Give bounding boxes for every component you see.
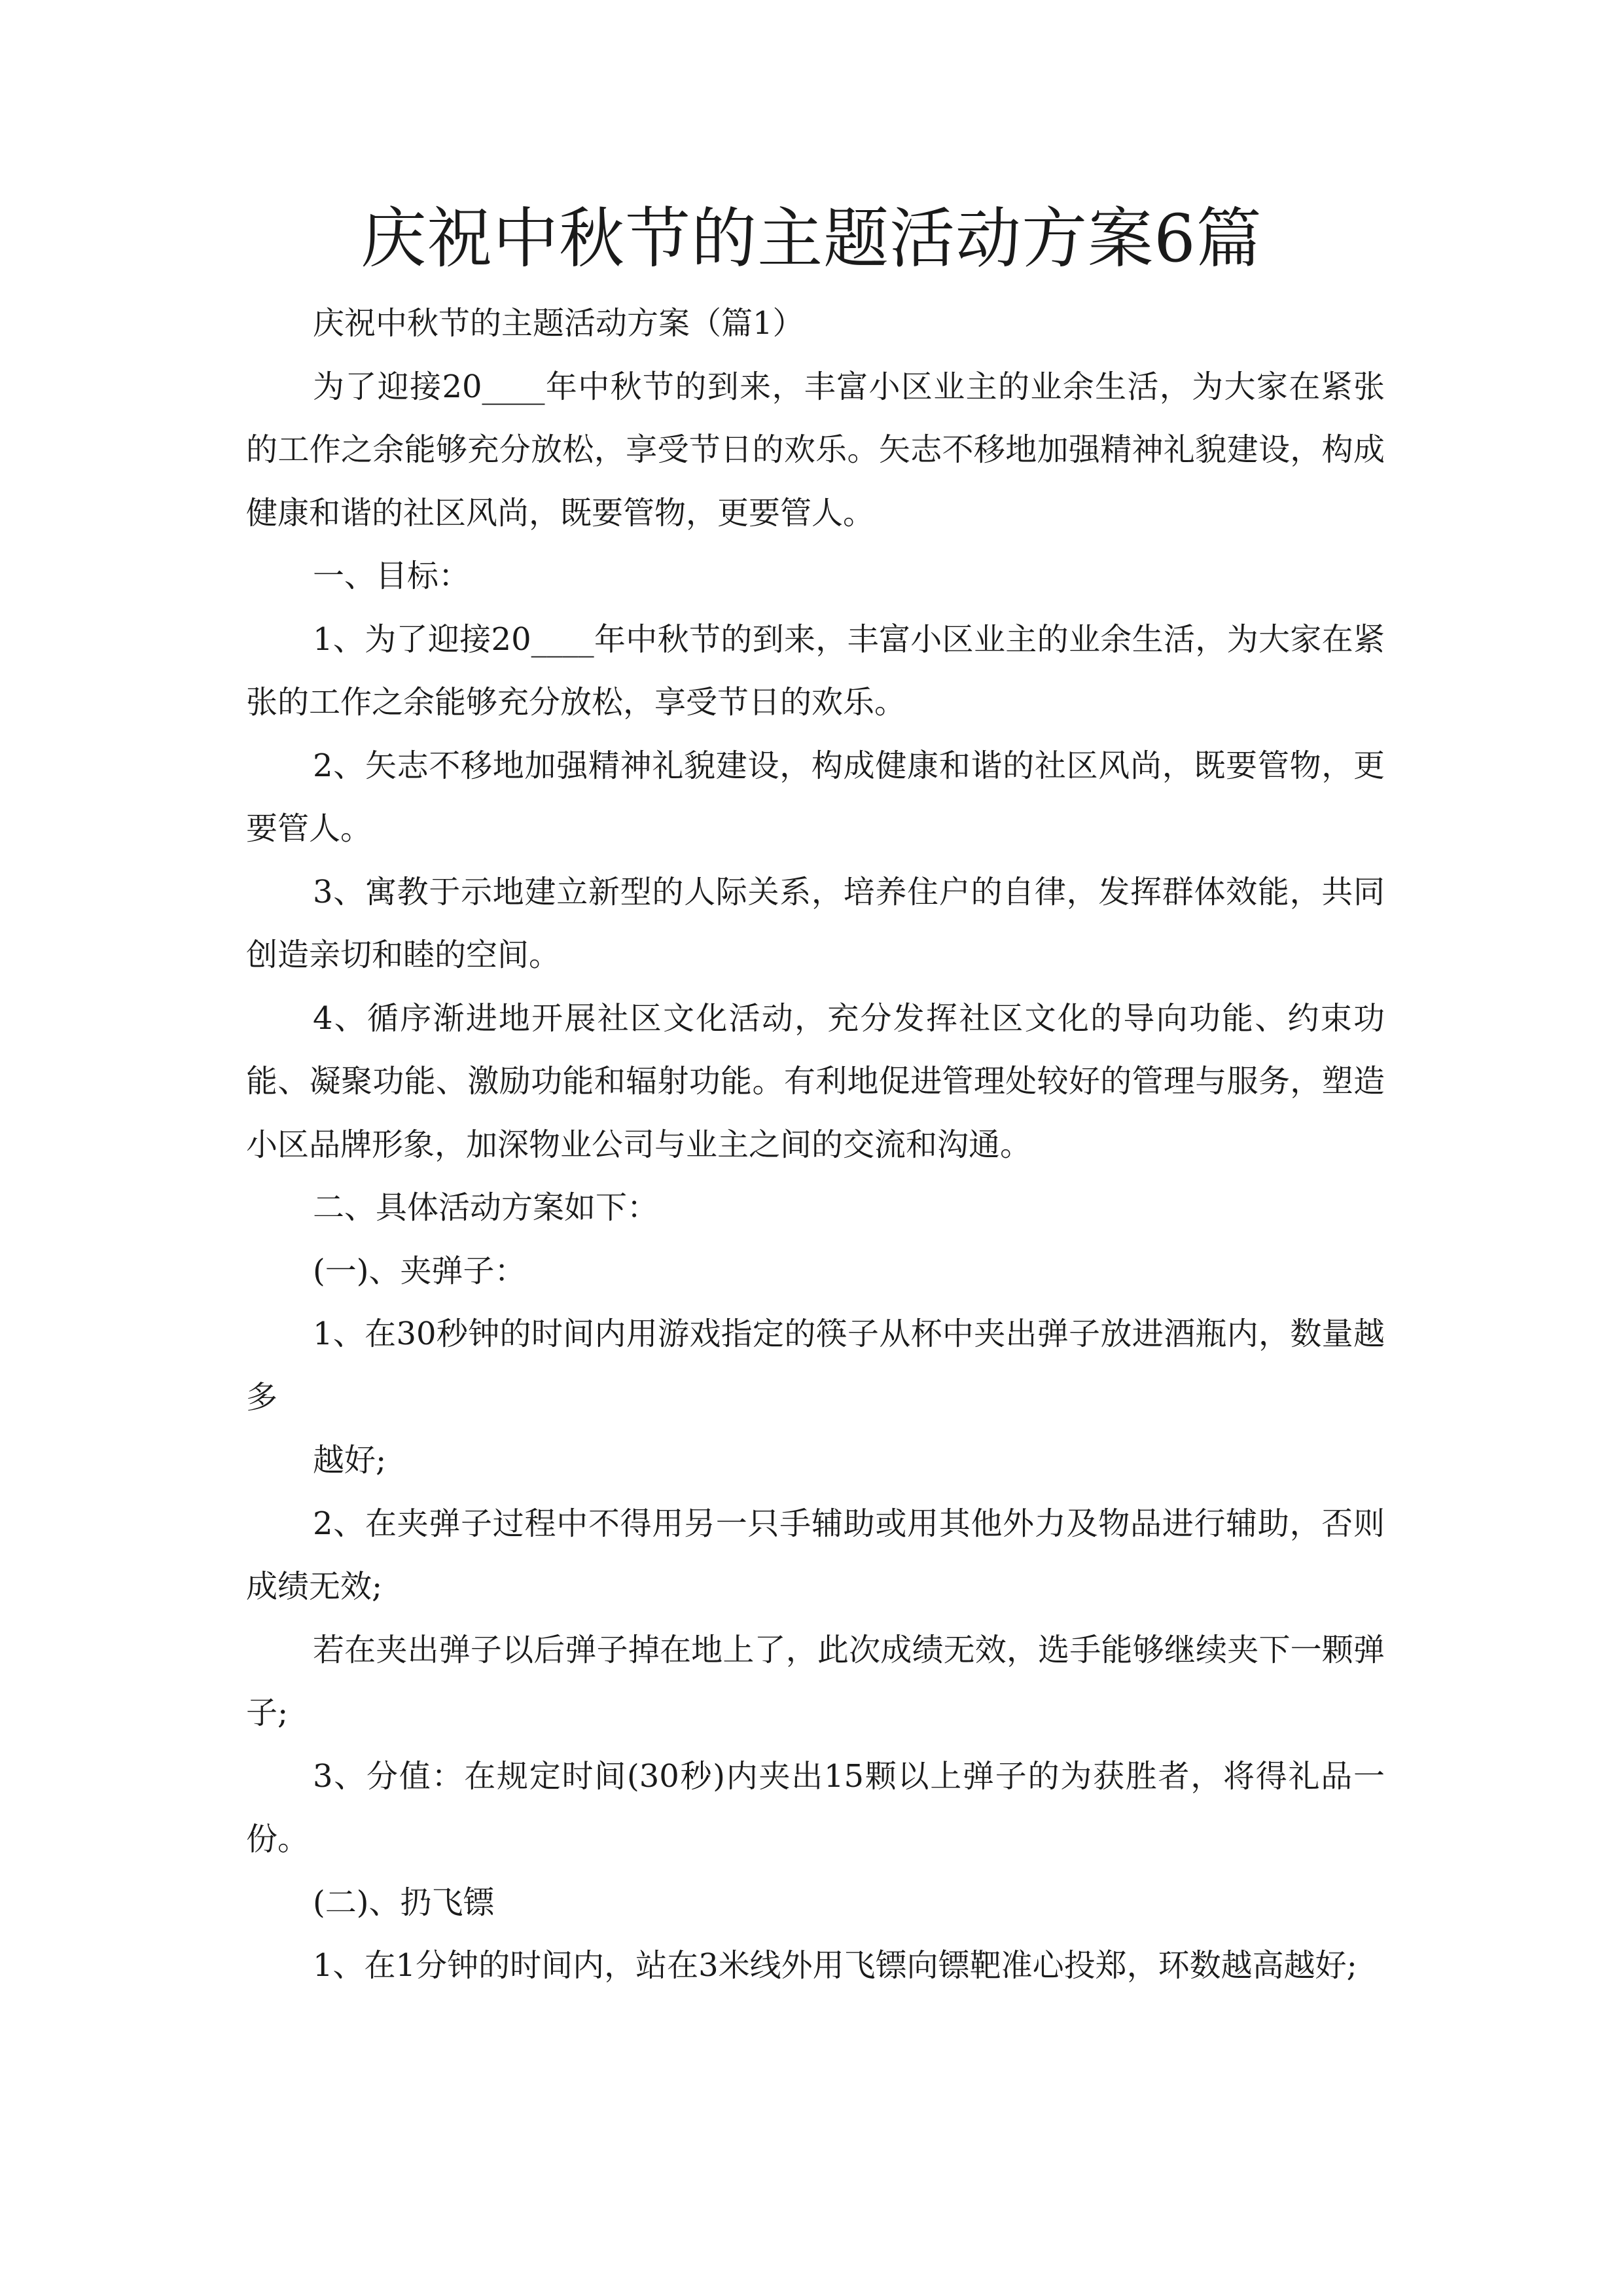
- goal-item-3: 3、寓教于示地建立新型的人际关系，培养住户的自律，发挥群体效能，共同创造亲切和睦的空间。: [246, 873, 1385, 973]
- subtitle-paragraph: 庆祝中秋节的主题活动方案（篇1）: [313, 305, 804, 342]
- activity-heading-darts: (二)、扔飞镖: [313, 1884, 495, 1921]
- goal-item-1: 1、为了迎接20____年中秋节的到来，丰富小区业主的业余生活，为大家在紧张的工作之余能够充分放松，享受节日的欢乐。: [246, 620, 1385, 721]
- marbles-rule-2: 2、在夹弹子过程中不得用另一只手辅助或用其他外力及物品进行辅助，否则成绩无效;: [246, 1505, 1385, 1605]
- section-heading-goals: 一、目标：: [313, 558, 471, 594]
- marbles-rule-3: 3、分值：在规定时间(30秒)内夹出15颗以上弹子的为获胜者，将得礼品一份。: [246, 1757, 1385, 1857]
- marbles-rule-2-note: 若在夹出弹子以后弹子掉在地上了，此次成绩无效，选手能够继续夹下一颗弹子;: [246, 1631, 1385, 1731]
- activity-heading-marbles: (一)、夹弹子：: [313, 1252, 526, 1289]
- section-heading-plan: 二、具体活动方案如下：: [313, 1189, 659, 1226]
- intro-paragraph: 为了迎接20____年中秋节的到来，丰富小区业主的业余生活，为大家在紧张的工作之余能够充分放松，享受节日的欢乐。矢志不移地加强精神礼貌建设，构成健康和谐的社区风尚，既要管物，更要管人。: [246, 368, 1385, 531]
- document-body: [246, 292, 1385, 1998]
- marbles-rule-1-continued: 越好;: [313, 1442, 387, 1479]
- goal-item-2: 2、矢志不移地加强精神礼貌建设，构成健康和谐的社区风尚，既要管物，更要管人。: [246, 747, 1385, 847]
- goal-item-4: 4、循序渐进地开展社区文化活动，充分发挥社区文化的导向功能、约束功能、凝聚功能、激励功能和辐射功能。有利地促进管理处较好的管理与服务，塑造小区品牌形象，加深物业公司与业主之间的交流和沟通。: [246, 999, 1385, 1163]
- document-title: 庆祝中秋节的主题活动方案6篇: [361, 200, 1262, 277]
- darts-rule-1: 1、在1分钟的时间内，站在3米线外用飞镖向镖靶准心投郑，环数越高越好;: [313, 1947, 1357, 1984]
- marbles-rule-1: 1、在30秒钟的时间内用游戏指定的筷子从杯中夹出弹子放进酒瓶内，数量越多: [246, 1316, 1385, 1416]
